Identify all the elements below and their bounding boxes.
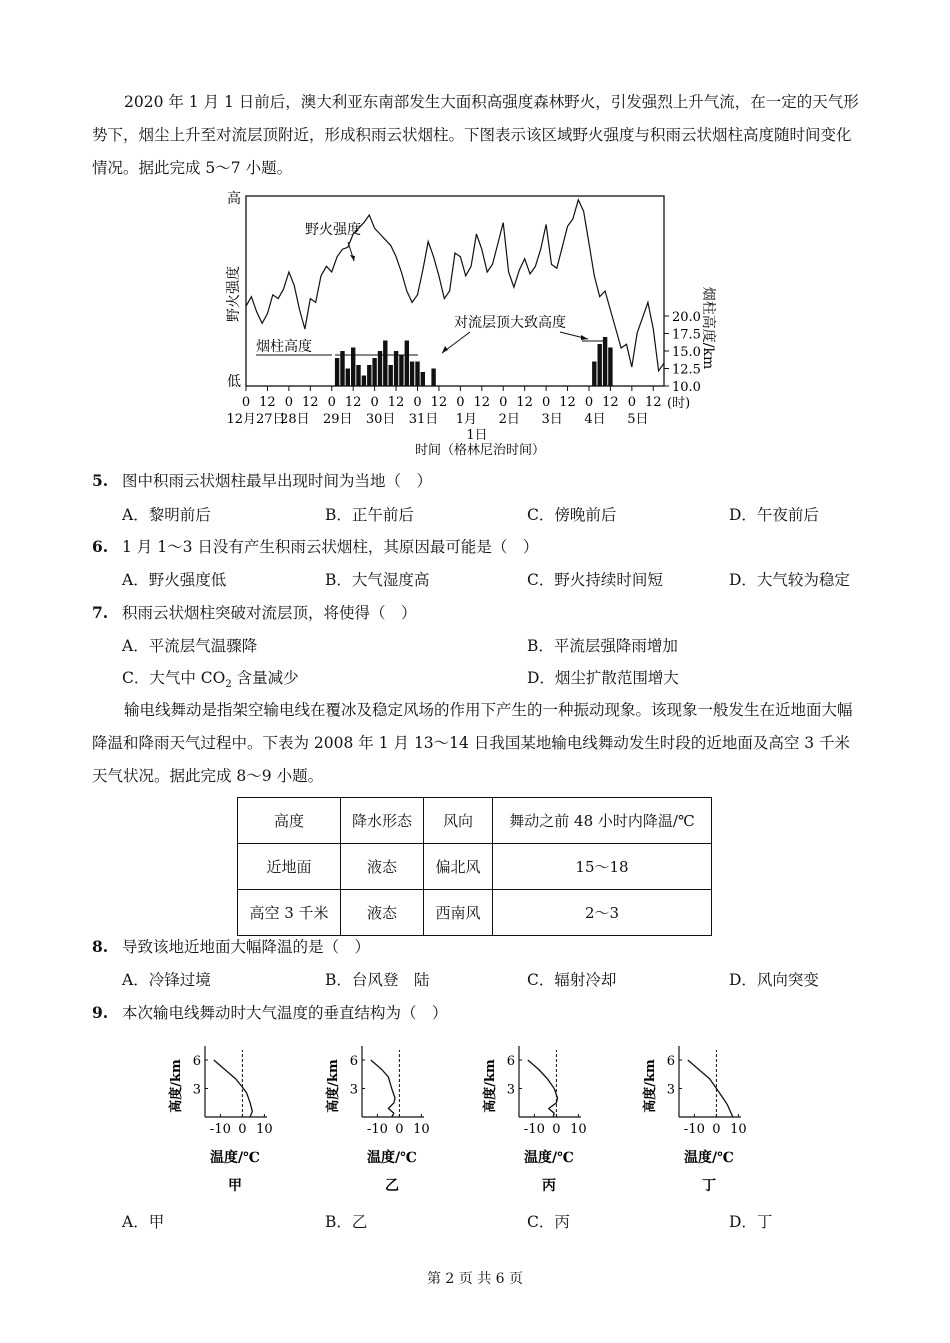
x-tick-label: 0 xyxy=(541,395,551,410)
x-tick-label: 12 xyxy=(473,395,491,410)
plume-bar xyxy=(367,365,371,386)
y-tick-label: 3 xyxy=(666,1082,675,1098)
question-7 xyxy=(92,603,417,623)
x-tick-label: -10 xyxy=(523,1122,545,1137)
x-tick-label: 0 xyxy=(241,395,251,410)
x-tick-label: 0 xyxy=(370,395,379,410)
question-text: 图中积雨云状烟柱最早出现时间为当地（ ） xyxy=(122,472,433,490)
y-tick-label: 3 xyxy=(192,1082,201,1098)
fire-annotation: 野火强度 xyxy=(305,222,361,238)
x-tick-label: 12 xyxy=(516,395,533,410)
x-tick-label: 12 xyxy=(259,395,276,410)
day-label: 2日 xyxy=(498,412,520,427)
x-tick-label: 0 xyxy=(456,395,465,410)
question-8 xyxy=(92,937,370,957)
x-tick-label: 12 xyxy=(430,395,448,410)
page-footer: 第 2 页 共 6 页 xyxy=(426,1271,524,1287)
x-tick-label: 0 xyxy=(327,395,336,410)
plume-bar xyxy=(421,372,425,386)
table-cell: 液态 xyxy=(341,890,424,936)
day-label: 30日 xyxy=(365,412,396,427)
day-sub-label: 1日 xyxy=(466,428,488,443)
right-tick-label: 17.5 xyxy=(672,327,701,343)
question-text: 导致该地近地面大幅降温的是（ ） xyxy=(122,938,371,956)
q7-option-b[interactable]: B．平流层强降雨增加 xyxy=(527,637,678,655)
right-tick-label: 15.0 xyxy=(672,345,701,360)
plume-bar xyxy=(340,351,344,386)
x-tick-label: 0 xyxy=(413,395,422,410)
day-label: 31日 xyxy=(408,412,439,427)
q7-option-c[interactable] xyxy=(122,668,299,695)
x-axis-label: 温度/℃ xyxy=(367,1150,417,1166)
x-tick-label: -10 xyxy=(683,1122,705,1137)
question-number: 8. xyxy=(92,937,109,956)
table-cell: 高空 3 千米 xyxy=(238,890,341,936)
plume-bar xyxy=(399,355,403,387)
x-axis-label: 温度/℃ xyxy=(210,1150,260,1166)
profile-panel xyxy=(637,1040,787,1200)
passage-1: 2020 年 1 月 1 日前后，澳大利亚东南部发生大面积高强度森林野火，引发强烈上升气流，在一定的天气形势下，烟尘上升至对流层顶附近，形成积雨云状烟柱。下图表示该区域野火强度与积雨云状烟柱高度随时间变化情况。据此完成 5～7 小题。 xyxy=(92,93,859,177)
right-tick-label: 12.5 xyxy=(672,362,701,378)
x-tick-label: 10 xyxy=(256,1122,273,1137)
axis-bottom-label: 低 xyxy=(227,374,241,390)
table-header-cell: 降水形态 xyxy=(341,798,424,844)
question-9 xyxy=(92,1003,448,1023)
y-tick-label: 3 xyxy=(349,1082,358,1098)
question-number: 7. xyxy=(92,603,109,622)
table-header-row xyxy=(238,798,712,844)
q5-option-d[interactable]: D．午夜前后 xyxy=(729,506,819,524)
x-axis-ticks xyxy=(242,386,662,410)
right-tick-label: 10.0 xyxy=(672,380,701,395)
table-row xyxy=(238,844,712,890)
plume-annotation: 烟柱高度 xyxy=(256,339,312,355)
question-text: 积雨云状烟柱突破对流层顶，将使得（ ） xyxy=(122,604,417,622)
profile-panel xyxy=(320,1040,470,1200)
q8-option-a[interactable]: A．冷锋过境 xyxy=(122,971,211,989)
table-cell: 偏北风 xyxy=(424,844,493,890)
x-tick-label: -10 xyxy=(209,1122,231,1137)
q5-option-b[interactable]: B．正午前后 xyxy=(325,506,414,524)
x-tick-label: 0 xyxy=(627,395,636,410)
plume-bar xyxy=(378,351,382,386)
q7-option-d[interactable]: D．烟尘扩散范围增大 xyxy=(527,669,679,687)
option-text: 含量减少 xyxy=(231,669,299,687)
plume-bar xyxy=(405,341,409,387)
table-cell: 2～3 xyxy=(493,890,712,936)
left-axis-label: 野火强度 xyxy=(226,266,242,322)
plume-bar xyxy=(356,365,360,386)
day-label: 12月27日 xyxy=(226,412,286,427)
right-axis-label: 烟柱高度/km xyxy=(700,286,716,370)
x-caption: 时间（格林尼治时间） xyxy=(414,443,546,458)
day-label: 1月 xyxy=(455,412,477,427)
table-header-cell: 高度 xyxy=(238,798,341,844)
q6-option-d[interactable]: D．大气较为稳定 xyxy=(729,571,850,589)
x-tick-label: 10 xyxy=(413,1122,430,1137)
q8-option-d[interactable]: D．风向突变 xyxy=(729,971,819,989)
table-cell: 液态 xyxy=(341,844,424,890)
plume-bar xyxy=(389,365,393,386)
passage-2: 输电线舞动是指架空输电线在覆冰及稳定风场的作用下产生的一种振动现象。该现象一般发生在近地面大幅降温和降雨天气过程中。下表为 2008 年 1 月 13～14 日我国某地输电线舞动发生时段的近地面及高空 3 千米天气状况。据此完成 8～9 小题。 xyxy=(92,701,853,785)
q7-option-a[interactable]: A．平流层气温骤降 xyxy=(122,637,258,655)
x-tick-label: 0 xyxy=(584,395,594,410)
plume-bar xyxy=(335,358,339,386)
table-header-cell: 舞动之前 48 小时内降温/℃ xyxy=(493,798,712,844)
panel-name: 乙 xyxy=(385,1178,399,1194)
plume-bars xyxy=(335,337,613,386)
weather-table xyxy=(237,797,712,936)
plume-bar xyxy=(346,369,350,387)
q8-option-b[interactable]: B．台风登 陆 xyxy=(325,971,430,989)
y-axis-label: 高度/km xyxy=(169,1059,184,1113)
temperature-curve xyxy=(214,1060,253,1117)
y-tick-label: 6 xyxy=(506,1054,515,1069)
x-tick-label: 10 xyxy=(730,1122,747,1137)
question-number: 5. xyxy=(92,471,109,490)
table-header-cell: 风向 xyxy=(424,798,493,844)
x-axis-label: 温度/℃ xyxy=(684,1150,734,1166)
q6-option-a[interactable]: A．野火强度低 xyxy=(122,571,227,589)
x-tick-label: 0 xyxy=(552,1122,561,1137)
question-text: 本次输电线舞动时大气温度的垂直结构为（ ） xyxy=(122,1004,448,1022)
table-row xyxy=(238,890,712,936)
temperature-profiles xyxy=(0,1040,950,1200)
x-tick-label: 12 xyxy=(302,395,319,410)
day-label: 28日 xyxy=(280,412,310,427)
option-text: C．大气中 CO xyxy=(122,669,226,687)
arrowhead-icon xyxy=(442,346,448,353)
profile-panel xyxy=(477,1040,627,1200)
table-cell: 西南风 xyxy=(424,890,493,936)
wildfire-chart xyxy=(220,186,716,458)
x-tick-label: 12 xyxy=(344,395,362,410)
plume-bar xyxy=(394,351,398,386)
profile-panel xyxy=(163,1040,313,1200)
panel-name: 甲 xyxy=(228,1178,242,1194)
panel-name: 丙 xyxy=(542,1178,556,1194)
q9-option-b[interactable]: B．乙 xyxy=(325,1213,368,1231)
question-text: 1 月 1～3 日没有产生积雨云状烟柱，其原因最可能是（ ） xyxy=(122,538,539,556)
x-tick-label: 12 xyxy=(602,395,619,410)
q8-option-c[interactable]: C．辐射冷却 xyxy=(527,971,617,989)
day-label: 3日 xyxy=(541,412,563,427)
x-tick-label: 0 xyxy=(238,1122,247,1137)
plume-bar xyxy=(608,348,612,387)
question-number: 9. xyxy=(92,1003,109,1022)
q9-option-a[interactable]: A．甲 xyxy=(122,1213,165,1231)
q5-option-c[interactable]: C．傍晚前后 xyxy=(527,506,617,524)
right-tick-label: 20.0 xyxy=(672,310,701,325)
day-labels xyxy=(226,412,648,427)
q6-option-c[interactable]: C．野火持续时间短 xyxy=(527,571,663,589)
right-axis-ticks xyxy=(664,310,701,395)
table-cell: 近地面 xyxy=(238,844,341,890)
plume-bar xyxy=(598,344,602,386)
x-tick-label: 0 xyxy=(712,1122,721,1137)
q6-option-b[interactable]: B．大气湿度高 xyxy=(325,571,430,589)
plume-bar xyxy=(362,376,366,387)
q9-option-c[interactable]: C．丙 xyxy=(527,1213,570,1231)
axis-top-label: 高 xyxy=(227,191,241,207)
plume-bar xyxy=(383,341,387,387)
x-tick-label: 10 xyxy=(570,1122,587,1137)
question-number: 6. xyxy=(92,537,109,556)
subscript: 2 xyxy=(225,679,232,691)
x-tick-label: 0 xyxy=(395,1122,404,1137)
x-tick-label: 12 xyxy=(559,395,576,410)
arrowhead-icon xyxy=(350,255,355,261)
plume-bar xyxy=(415,362,419,387)
table-cell: 15～18 xyxy=(493,844,712,890)
q9-option-d[interactable]: D．丁 xyxy=(729,1213,773,1231)
temperature-curve xyxy=(688,1060,733,1117)
x-tick-label: 12 xyxy=(387,395,405,410)
temperature-curve xyxy=(528,1060,558,1117)
x-tick-label: 0 xyxy=(499,395,508,410)
temperature-curve xyxy=(371,1060,395,1117)
y-tick-label: 3 xyxy=(506,1082,515,1098)
plume-bar xyxy=(431,369,435,387)
y-axis-label: 高度/km xyxy=(483,1059,498,1113)
x-tick-label: 12 xyxy=(645,395,662,410)
day-label: 29日 xyxy=(322,412,353,427)
x-axis-label: 温度/℃ xyxy=(524,1150,574,1166)
y-axis-label: 高度/km xyxy=(643,1059,658,1113)
y-axis-label: 高度/km xyxy=(326,1059,341,1113)
question-5 xyxy=(92,471,432,491)
plume-bar xyxy=(372,358,376,386)
y-tick-label: 6 xyxy=(192,1054,201,1069)
day-label: 4日 xyxy=(584,412,606,427)
day-label: 5日 xyxy=(627,412,649,427)
plume-bar xyxy=(592,362,596,387)
x-tick-label: 0 xyxy=(284,395,294,410)
tropopause-annotation: 对流层顶大致高度 xyxy=(454,315,566,331)
question-6 xyxy=(92,537,538,557)
panel-name: 丁 xyxy=(702,1178,716,1194)
x-unit: (时) xyxy=(667,396,691,411)
plume-bar xyxy=(410,362,414,387)
x-tick-label: -10 xyxy=(366,1122,388,1137)
y-tick-label: 6 xyxy=(666,1054,675,1069)
plume-bar xyxy=(351,348,355,387)
y-tick-label: 6 xyxy=(349,1054,358,1069)
plume-bar xyxy=(603,337,607,386)
q5-option-a[interactable]: A．黎明前后 xyxy=(122,506,211,524)
